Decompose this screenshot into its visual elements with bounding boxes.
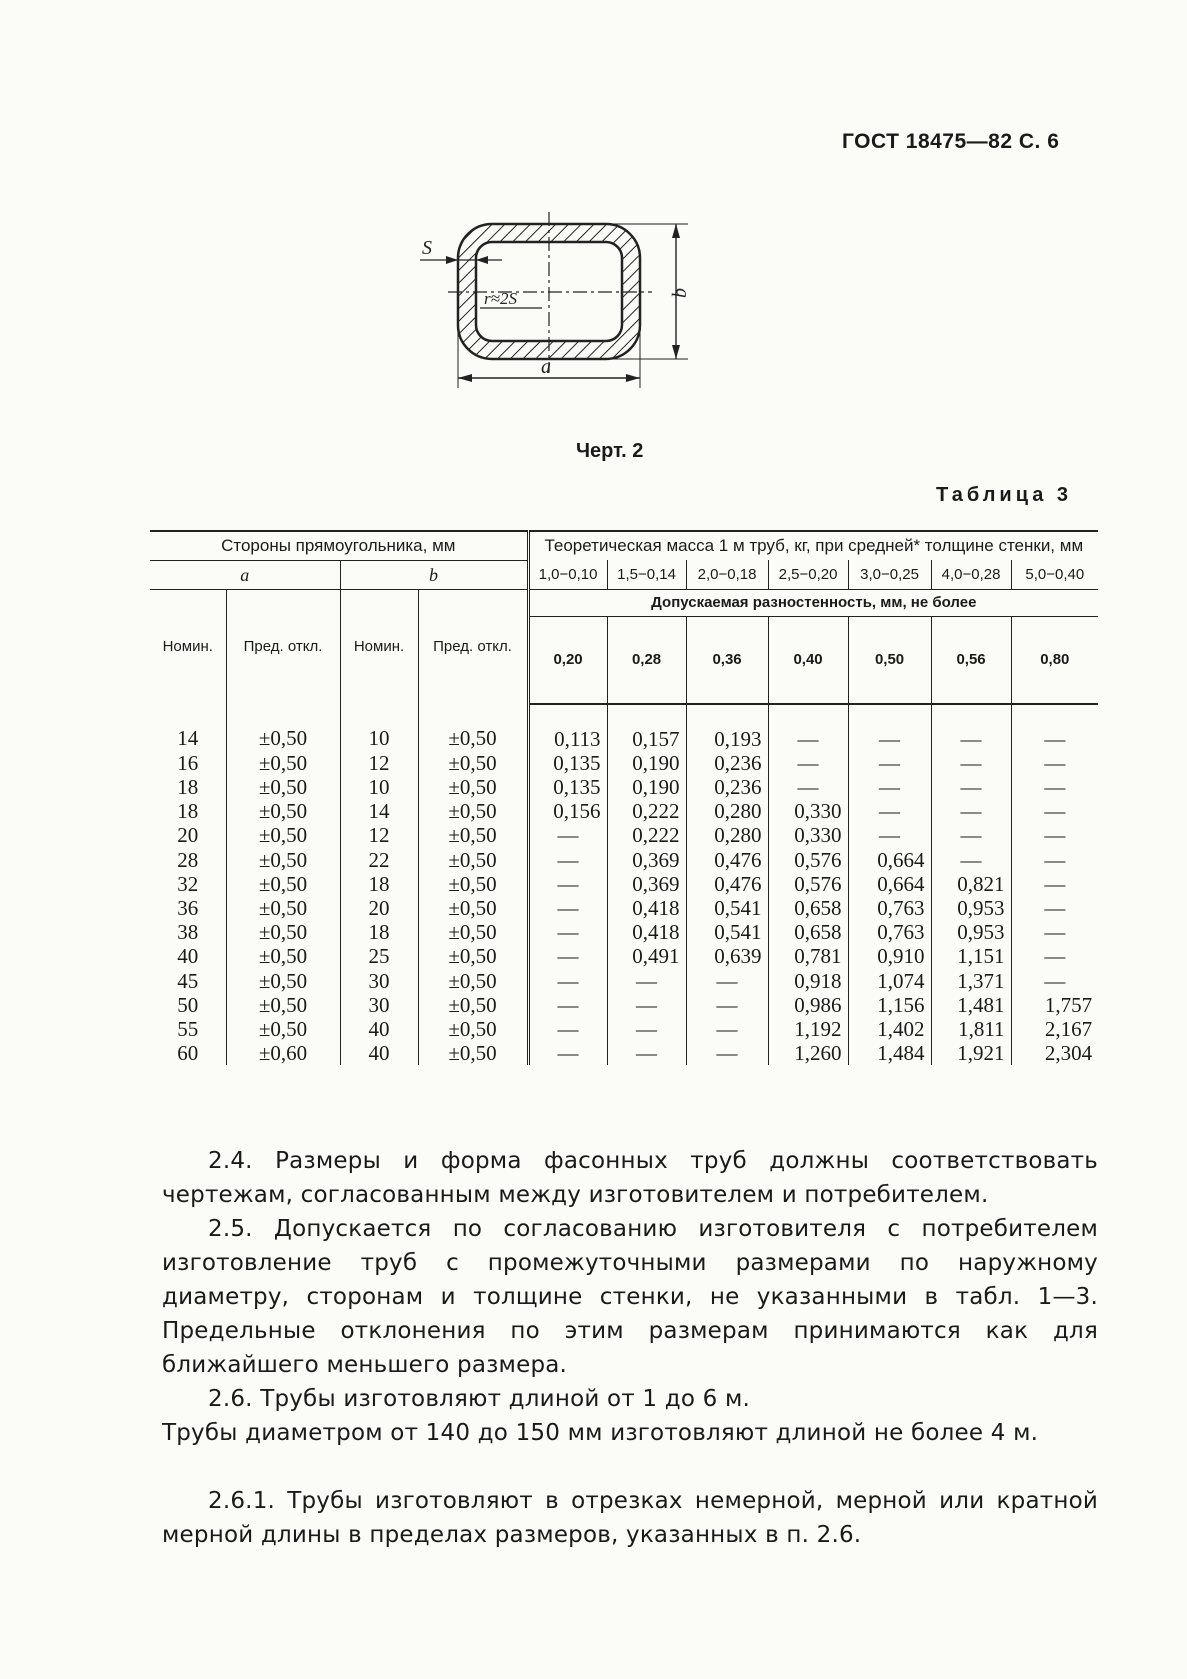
paragraph-2-5-text: 2.5. Допускается по согласованию изготовителя с потребителем изготовление труб с промежуточными размерами по наружному диаметру, сторонам и толщине стенки, не указанными в табл. 1—3. Предельные отклонения по этим размерам принимаются как для ближайшего меньшего размера. [162, 1216, 1098, 1378]
cell-b-tolerance: ±0,50 [418, 775, 528, 799]
thickness-col-6: 4,0−0,28 [931, 560, 1011, 590]
cell-mass-2-5: 0,781 [768, 944, 848, 968]
cell-b-tolerance: ±0,50 [418, 920, 528, 944]
cell-mass-3-0: 0,910 [848, 944, 931, 968]
cell-mass-1-0: — [528, 920, 607, 944]
cell-a-tolerance: ±0,50 [226, 704, 340, 751]
tube-cross-section-drawing [422, 222, 740, 422]
cell-mass-4-0: 1,921 [931, 1041, 1011, 1065]
cell-mass-5-0: 2,304 [1011, 1041, 1098, 1065]
cell-b-tolerance: ±0,50 [418, 823, 528, 847]
cell-mass-5-0: — [1011, 896, 1098, 920]
deviation-col-3: 0,36 [686, 616, 768, 704]
paragraph-2-5 [162, 1212, 1098, 1382]
paragraph-2-6-text: 2.6. Трубы изготовляют длиной от 1 до 6 м. [208, 1386, 751, 1412]
cell-b-tolerance: ±0,50 [418, 944, 528, 968]
cell-mass-1-0: 0,135 [528, 751, 607, 775]
cell-b-tolerance: ±0,50 [418, 751, 528, 775]
cell-a-tolerance: ±0,50 [226, 944, 340, 968]
cell-mass-4-0: — [931, 823, 1011, 847]
cell-mass-2-0: 0,541 [686, 896, 768, 920]
cell-mass-2-0: — [686, 969, 768, 993]
cell-mass-4-0: — [931, 704, 1011, 751]
cell-mass-5-0: — [1011, 920, 1098, 944]
cell-mass-3-0: 0,763 [848, 920, 931, 944]
cell-mass-4-0: — [931, 848, 1011, 872]
cell-b-nominal: 10 [340, 775, 418, 799]
cell-a-nominal: 18 [177, 774, 199, 799]
cell-b-nominal: 18 [340, 872, 418, 896]
cell-mass-2-0: 0,236 [686, 775, 768, 799]
cell-mass-5-0: — [1011, 944, 1098, 968]
cell-b-tolerance: ±0,50 [418, 848, 528, 872]
dimension-b-label: b [669, 288, 691, 298]
cell-b-nominal: 25 [340, 944, 418, 968]
cell-b-tolerance: ±0,50 [418, 969, 528, 993]
cell-a-nominal: 14 [177, 725, 199, 750]
cell-b-tolerance: ±0,50 [418, 896, 528, 920]
cell-mass-1-5: 0,190 [607, 775, 686, 799]
cell-b-tolerance: ±0,50 [418, 993, 528, 1017]
cell-mass-1-0: — [528, 944, 607, 968]
dimension-b-arrow-bottom [672, 345, 680, 359]
cell-mass-2-0: — [686, 993, 768, 1017]
cell-mass-2-5: — [768, 775, 848, 799]
cell-b-nominal: 18 [340, 920, 418, 944]
cell-mass-1-0: 0,113 [528, 704, 607, 751]
thickness-col-1: 1,0−0,10 [528, 560, 607, 590]
mass-header: Теоретическая масса 1 м труб, кг, при средней* толщине стенки, мм [528, 531, 1098, 560]
cell-mass-5-0: 1,757 [1011, 993, 1098, 1017]
table-row [150, 920, 1098, 944]
cell-mass-3-0: — [848, 751, 931, 775]
deviation-col-1: 0,20 [528, 616, 607, 704]
cell-mass-1-0: — [528, 1017, 607, 1041]
cell-mass-2-5: 0,576 [768, 848, 848, 872]
cell-mass-5-0: — [1011, 775, 1098, 799]
cell-mass-4-0: 0,953 [931, 896, 1011, 920]
cell-mass-2-0: 0,541 [686, 920, 768, 944]
dimension-a-label: a [541, 356, 551, 378]
cell-b-tolerance: ±0,50 [418, 704, 528, 751]
table-row [150, 775, 1098, 799]
cell-mass-2-5: — [768, 704, 848, 751]
cell-a-nominal: 36 [177, 895, 199, 920]
cell-mass-2-0: — [686, 1041, 768, 1065]
dimension-b-arrow-top [672, 224, 680, 238]
cell-b-tolerance: ±0,50 [418, 872, 528, 896]
deviation-col-5: 0,50 [848, 616, 931, 704]
cell-a-tolerance: ±0,50 [226, 969, 340, 993]
cell-mass-3-0: 1,156 [848, 993, 931, 1017]
cell-a-nominal: 45 [177, 968, 199, 993]
cell-mass-1-5: 0,418 [607, 920, 686, 944]
cell-mass-4-0: — [931, 775, 1011, 799]
cell-mass-1-0: 0,135 [528, 775, 607, 799]
cell-mass-1-5: 0,222 [607, 799, 686, 823]
side-a-header: a [150, 560, 340, 590]
table-row [150, 872, 1098, 896]
tube-mass-table [150, 530, 1098, 1065]
cell-a-tolerance: ±0,50 [226, 775, 340, 799]
deviation-header: Допускаемая разностенность, мм, не более [528, 590, 1098, 616]
cell-a-nominal: 40 [177, 944, 199, 969]
cell-mass-5-0: — [1011, 799, 1098, 823]
cell-mass-1-5: 0,369 [607, 872, 686, 896]
cell-b-nominal: 14 [340, 799, 418, 823]
cell-a-tolerance: ±0,50 [226, 823, 340, 847]
table-row [150, 896, 1098, 920]
b-pred-header: Пред. откл. [418, 590, 528, 704]
cell-mass-2-5: 0,918 [768, 969, 848, 993]
cell-mass-2-0: 0,280 [686, 799, 768, 823]
side-b-header: b [340, 560, 528, 590]
cell-mass-5-0: — [1011, 751, 1098, 775]
cell-mass-4-0: 1,481 [931, 993, 1011, 1017]
cell-mass-2-5: 0,330 [768, 823, 848, 847]
thickness-col-3: 2,0−0,18 [686, 560, 768, 590]
cell-mass-1-0: — [528, 823, 607, 847]
cell-mass-2-5: 0,658 [768, 920, 848, 944]
cell-mass-5-0: — [1011, 823, 1098, 847]
a-nomin-header: Номин. [162, 638, 213, 656]
cell-mass-1-5: 0,369 [607, 848, 686, 872]
paragraph-2-4-text: 2.4. Размеры и форма фасонных труб должны соответствовать чертежам, согласованным между изготовителем и потребителем. [162, 1148, 1098, 1208]
deviation-col-4: 0,40 [768, 616, 848, 704]
table-row [150, 823, 1098, 847]
cell-a-tolerance: ±0,50 [226, 1017, 340, 1041]
cell-mass-2-5: 0,330 [768, 799, 848, 823]
cell-mass-3-0: — [848, 775, 931, 799]
cell-b-nominal: 12 [340, 823, 418, 847]
dimension-s-label: S [422, 237, 432, 259]
table-row [150, 751, 1098, 775]
dimension-a-arrow-left [458, 374, 472, 382]
cell-a-nominal: 28 [177, 847, 199, 872]
thickness-col-7: 5,0−0,40 [1011, 560, 1098, 590]
cell-mass-1-5: 0,190 [607, 751, 686, 775]
cell-mass-2-0: 0,476 [686, 872, 768, 896]
cell-mass-5-0: — [1011, 848, 1098, 872]
deviation-col-7: 0,80 [1011, 616, 1098, 704]
paragraph-2-4 [162, 1144, 1098, 1212]
cell-mass-1-0: — [528, 896, 607, 920]
dimension-s-arrow [446, 256, 458, 264]
table-row [150, 969, 1098, 993]
cell-mass-4-0: — [931, 799, 1011, 823]
cell-mass-5-0: — [1011, 872, 1098, 896]
cell-mass-2-5: 1,260 [768, 1041, 848, 1065]
cell-mass-2-5: — [768, 751, 848, 775]
cell-b-nominal: 22 [340, 848, 418, 872]
paragraph-2-6-length [162, 1416, 1098, 1450]
cell-mass-1-5: 0,222 [607, 823, 686, 847]
cell-mass-1-5: 0,418 [607, 896, 686, 920]
cell-mass-4-0: 1,371 [931, 969, 1011, 993]
cell-mass-1-5: — [607, 1041, 686, 1065]
cell-mass-4-0: 1,151 [931, 944, 1011, 968]
figure-caption: Черт. 2 [576, 440, 644, 462]
dimension-s-arrow-inner [476, 256, 488, 264]
cell-mass-1-0: — [528, 848, 607, 872]
cell-mass-2-0: 0,236 [686, 751, 768, 775]
cell-b-nominal: 10 [340, 704, 418, 751]
dimension-a-arrow-right [626, 374, 640, 382]
table-row [150, 944, 1098, 968]
cell-mass-2-0: 0,280 [686, 823, 768, 847]
cell-a-tolerance: ±0,50 [226, 993, 340, 1017]
cell-a-nominal: 32 [177, 871, 199, 896]
cell-mass-1-0: — [528, 969, 607, 993]
deviation-col-6: 0,56 [931, 616, 1011, 704]
cell-b-nominal: 40 [340, 1041, 418, 1065]
cell-mass-1-5: — [607, 993, 686, 1017]
table-row [150, 1017, 1098, 1041]
cell-mass-4-0: 1,811 [931, 1017, 1011, 1041]
cell-mass-1-0: — [528, 872, 607, 896]
cell-mass-3-0: 1,074 [848, 969, 931, 993]
thickness-col-5: 3,0−0,25 [848, 560, 931, 590]
cell-mass-2-5: 0,986 [768, 993, 848, 1017]
cell-b-nominal: 12 [340, 751, 418, 775]
sides-header: Стороны прямоугольника, мм [150, 531, 528, 560]
cell-mass-4-0: — [931, 751, 1011, 775]
table-row [150, 848, 1098, 872]
table-row [150, 1041, 1098, 1065]
cell-a-tolerance: ±0,50 [226, 896, 340, 920]
thickness-col-4: 2,5−0,20 [768, 560, 848, 590]
cell-b-nominal: 30 [340, 993, 418, 1017]
table-row [150, 993, 1098, 1017]
cell-a-nominal: 16 [177, 750, 199, 775]
table-body [150, 704, 1098, 1066]
cell-mass-2-0: — [686, 1017, 768, 1041]
cell-a-nominal: 60 [177, 1041, 199, 1066]
cell-mass-1-0: — [528, 1041, 607, 1065]
cell-a-nominal: 50 [177, 992, 199, 1017]
cell-mass-1-5: — [607, 1017, 686, 1041]
cell-b-nominal: 40 [340, 1017, 418, 1041]
cell-mass-1-0: — [528, 993, 607, 1017]
cell-mass-4-0: 0,821 [931, 872, 1011, 896]
cell-b-tolerance: ±0,50 [418, 1041, 528, 1065]
cell-mass-3-0: 1,484 [848, 1041, 931, 1065]
cell-mass-2-0: 0,639 [686, 944, 768, 968]
paragraph-2-6-1 [162, 1484, 1098, 1552]
cell-mass-3-0: 1,402 [848, 1017, 931, 1041]
b-nomin-header: Номин. [340, 590, 418, 704]
cell-a-tolerance: ±0,60 [226, 1041, 340, 1065]
cell-mass-3-0: — [848, 704, 931, 751]
cell-mass-2-5: 0,658 [768, 896, 848, 920]
cell-mass-3-0: — [848, 799, 931, 823]
paragraph-2-6-length-text: Трубы диаметром от 140 до 150 мм изготовляют длиной не более 4 м. [162, 1420, 1039, 1446]
thickness-col-2: 1,5−0,14 [607, 560, 686, 590]
cell-mass-1-0: 0,156 [528, 799, 607, 823]
table-label: Таблица 3 [936, 484, 1073, 506]
cell-a-tolerance: ±0,50 [226, 751, 340, 775]
cell-mass-5-0: 2,167 [1011, 1017, 1098, 1041]
cell-mass-1-5: 0,157 [607, 704, 686, 751]
deviation-col-2: 0,28 [607, 616, 686, 704]
cell-mass-1-5: — [607, 969, 686, 993]
cell-a-nominal: 38 [177, 920, 199, 945]
cell-b-tolerance: ±0,50 [418, 1017, 528, 1041]
cell-a-tolerance: ±0,50 [226, 848, 340, 872]
a-pred-header: Пред. откл. [226, 590, 340, 704]
cell-a-tolerance: ±0,50 [226, 920, 340, 944]
cell-a-nominal: 55 [177, 1016, 199, 1041]
cell-mass-2-5: 1,192 [768, 1017, 848, 1041]
cell-mass-4-0: 0,953 [931, 920, 1011, 944]
cell-mass-5-0: — [1011, 704, 1098, 751]
page-header: ГОСТ 18475—82 С. 6 [842, 130, 1060, 153]
cell-mass-5-0: — [1011, 969, 1098, 993]
cell-mass-2-0: 0,193 [686, 704, 768, 751]
cell-b-tolerance: ±0,50 [418, 799, 528, 823]
cell-mass-3-0: 0,763 [848, 896, 931, 920]
cell-b-nominal: 20 [340, 896, 418, 920]
table-row [150, 704, 1098, 751]
cell-mass-3-0: — [848, 823, 931, 847]
radius-label: r≈2S [484, 289, 517, 308]
cell-a-nominal: 20 [177, 823, 199, 848]
cell-mass-2-5: 0,576 [768, 872, 848, 896]
cell-mass-3-0: 0,664 [848, 848, 931, 872]
cell-a-tolerance: ±0,50 [226, 799, 340, 823]
paragraph-2-6 [162, 1382, 1098, 1416]
cell-mass-3-0: 0,664 [848, 872, 931, 896]
paragraph-2-6-1-text: 2.6.1. Трубы изготовляют в отрезках немерной, мерной или кратной мерной длины в пределах размеров, указанных в п. 2.6. [162, 1488, 1098, 1548]
table-row [150, 799, 1098, 823]
cell-mass-2-0: 0,476 [686, 848, 768, 872]
cell-mass-1-5: 0,491 [607, 944, 686, 968]
cell-a-tolerance: ±0,50 [226, 872, 340, 896]
cell-a-nominal: 18 [177, 799, 199, 824]
cell-b-nominal: 30 [340, 969, 418, 993]
